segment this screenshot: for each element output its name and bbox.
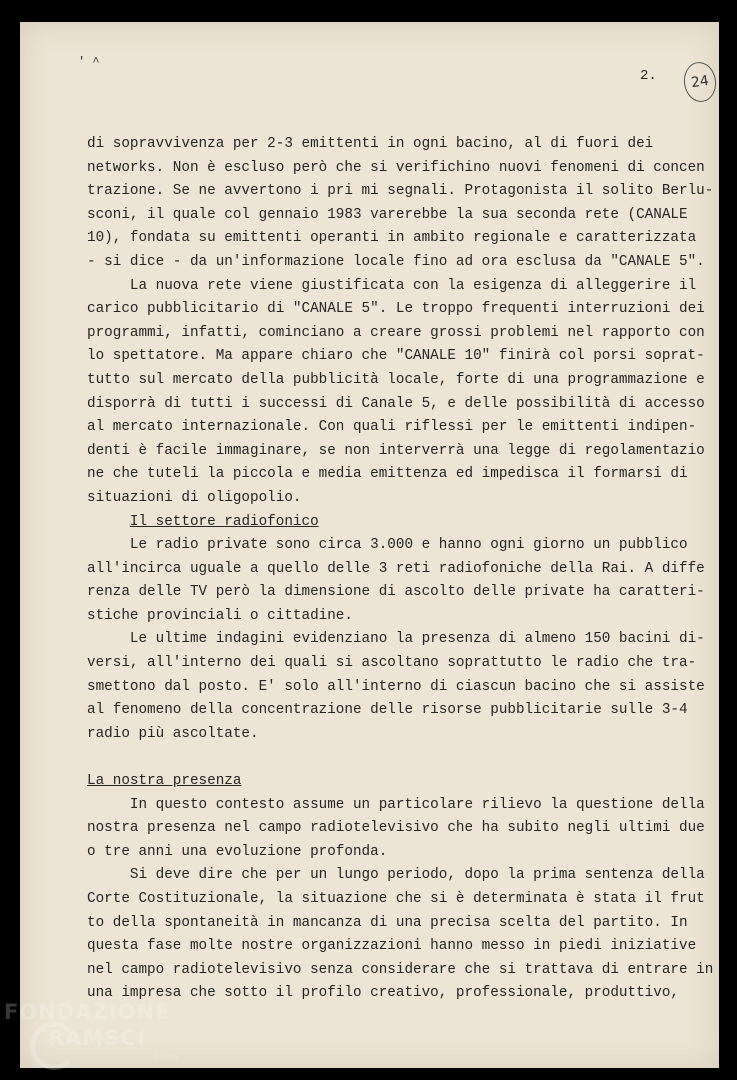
text-line [87,746,702,770]
text-line: Corte Costituzionale, la situazione che si è determinata è stata il frut [87,891,705,907]
text-line: versi, all'interno dei quali si ascoltano soprattutto le radio che tra- [87,655,697,672]
text-line: al mercato internazionale. Con quali riflessi per le emittenti indipen- [87,419,697,436]
text-line: networks. Non è escluso però che si verifichino nuovi fenomeni di concen [87,159,705,176]
watermark-sub-text: onlus [154,1052,179,1062]
fondazione-gramsci-watermark [4,1000,204,1080]
archive-stamp: 24 [681,60,718,104]
typewritten-text [87,133,714,1006]
text-line: stiche provinciali o cittadine. [87,607,353,624]
text-line: di sopravvivenza per 2-3 emittenti in ogni bacino, al di fuori dei [87,136,654,152]
text-line: al fenomeno della concentrazione delle risorse pubblicitarie sulle 3-4 [87,702,688,719]
text-line: La nuova rete viene giustificata con la esigenza di alleggerire il [87,277,697,294]
text-line: Le ultime indagini evidenziano la presenza di almeno 150 bacini di- [87,631,705,648]
text-line: - si dice - da un'informazione locale fino ad ora esclusa da "CANALE 5". [87,253,705,270]
text-line: lo spettatore. Ma appare chiaro che "CANALE 10" finirà col porsi soprat- [87,348,705,365]
text-line [87,511,702,535]
text-line: tutto sul mercato della pubblicità locale, forte di una programmazione e [87,371,705,388]
watermark-bottom-text: RAMSCI [48,1026,146,1050]
text-line: situazioni di oligopolio. [87,489,302,506]
section-heading: Il settore radiofonico [129,513,319,530]
page-number: 2. [640,68,657,84]
text-line: to della spontaneità in mancanza di una precisa scelta del partito. In [87,914,688,931]
section-heading: La nostra presenza [87,773,242,790]
text-line: carico pubblicitario di "CANALE 5". Le troppo frequenti interruzioni dei [87,301,705,318]
text-line: nostra presenza nel campo radiotelevisivo che ha subito negli ultimi due [87,820,705,837]
text-line: nel campo radiotelevisivo senza considerare che si trattava di entrare in [87,961,714,978]
text-line: 10), fondata su emittenti operanti in ambito regionale e caratterizzata [87,230,697,247]
text-line [87,770,702,794]
text-line: trazione. Se ne avvertono i pri mi segnali. Protagonista il solito Berlu- [87,183,714,200]
text-line: In questo contesto assume un particolare rilievo la questione della [87,796,705,813]
text-line: Si deve dire che per un lungo periodo, dopo la prima sentenza della [87,867,705,884]
text-line: radio più ascoltate. [87,725,259,742]
text-line: renza delle TV però la dimensione di ascolto delle private ha caratteri- [87,584,705,601]
watermark-top-text: FONDAZIONE [4,1000,171,1024]
text-line: sconi, il quale col gennaio 1983 varerebbe la sua seconda rete (CANALE [87,206,688,223]
text-line: questa fase molte nostre organizzazioni hanno messo in piedi iniziative [87,938,697,955]
text-line: denti è facile immaginare, se non interverrà una legge di regolamentazio [87,442,705,459]
text-line: all'incirca uguale a quello delle 3 reti radiofoniche della Rai. A diffe [87,560,705,577]
corner-marks: ' ^ [78,55,100,69]
text-line: ne che tuteli la piccola e media emittenza ed impedisca il formarsi di [87,466,688,483]
text-line: o tre anni una evoluzione profonda. [87,843,388,860]
text-line: disporrà di tutti i successi di Canale 5, e delle possibilità di accesso [87,395,705,412]
text-line: programmi, infatti, cominciano a creare grossi problemi nel rapporto con [87,324,705,341]
text-line: smettono dal posto. E' solo all'interno di ciascun bacino che si assiste [87,678,705,695]
text-line: Le radio private sono circa 3.000 e hanno ogni giorno un pubblico [87,537,688,554]
text-line: una impresa che sotto il profilo creativo, professionale, produttivo, [87,985,679,1002]
